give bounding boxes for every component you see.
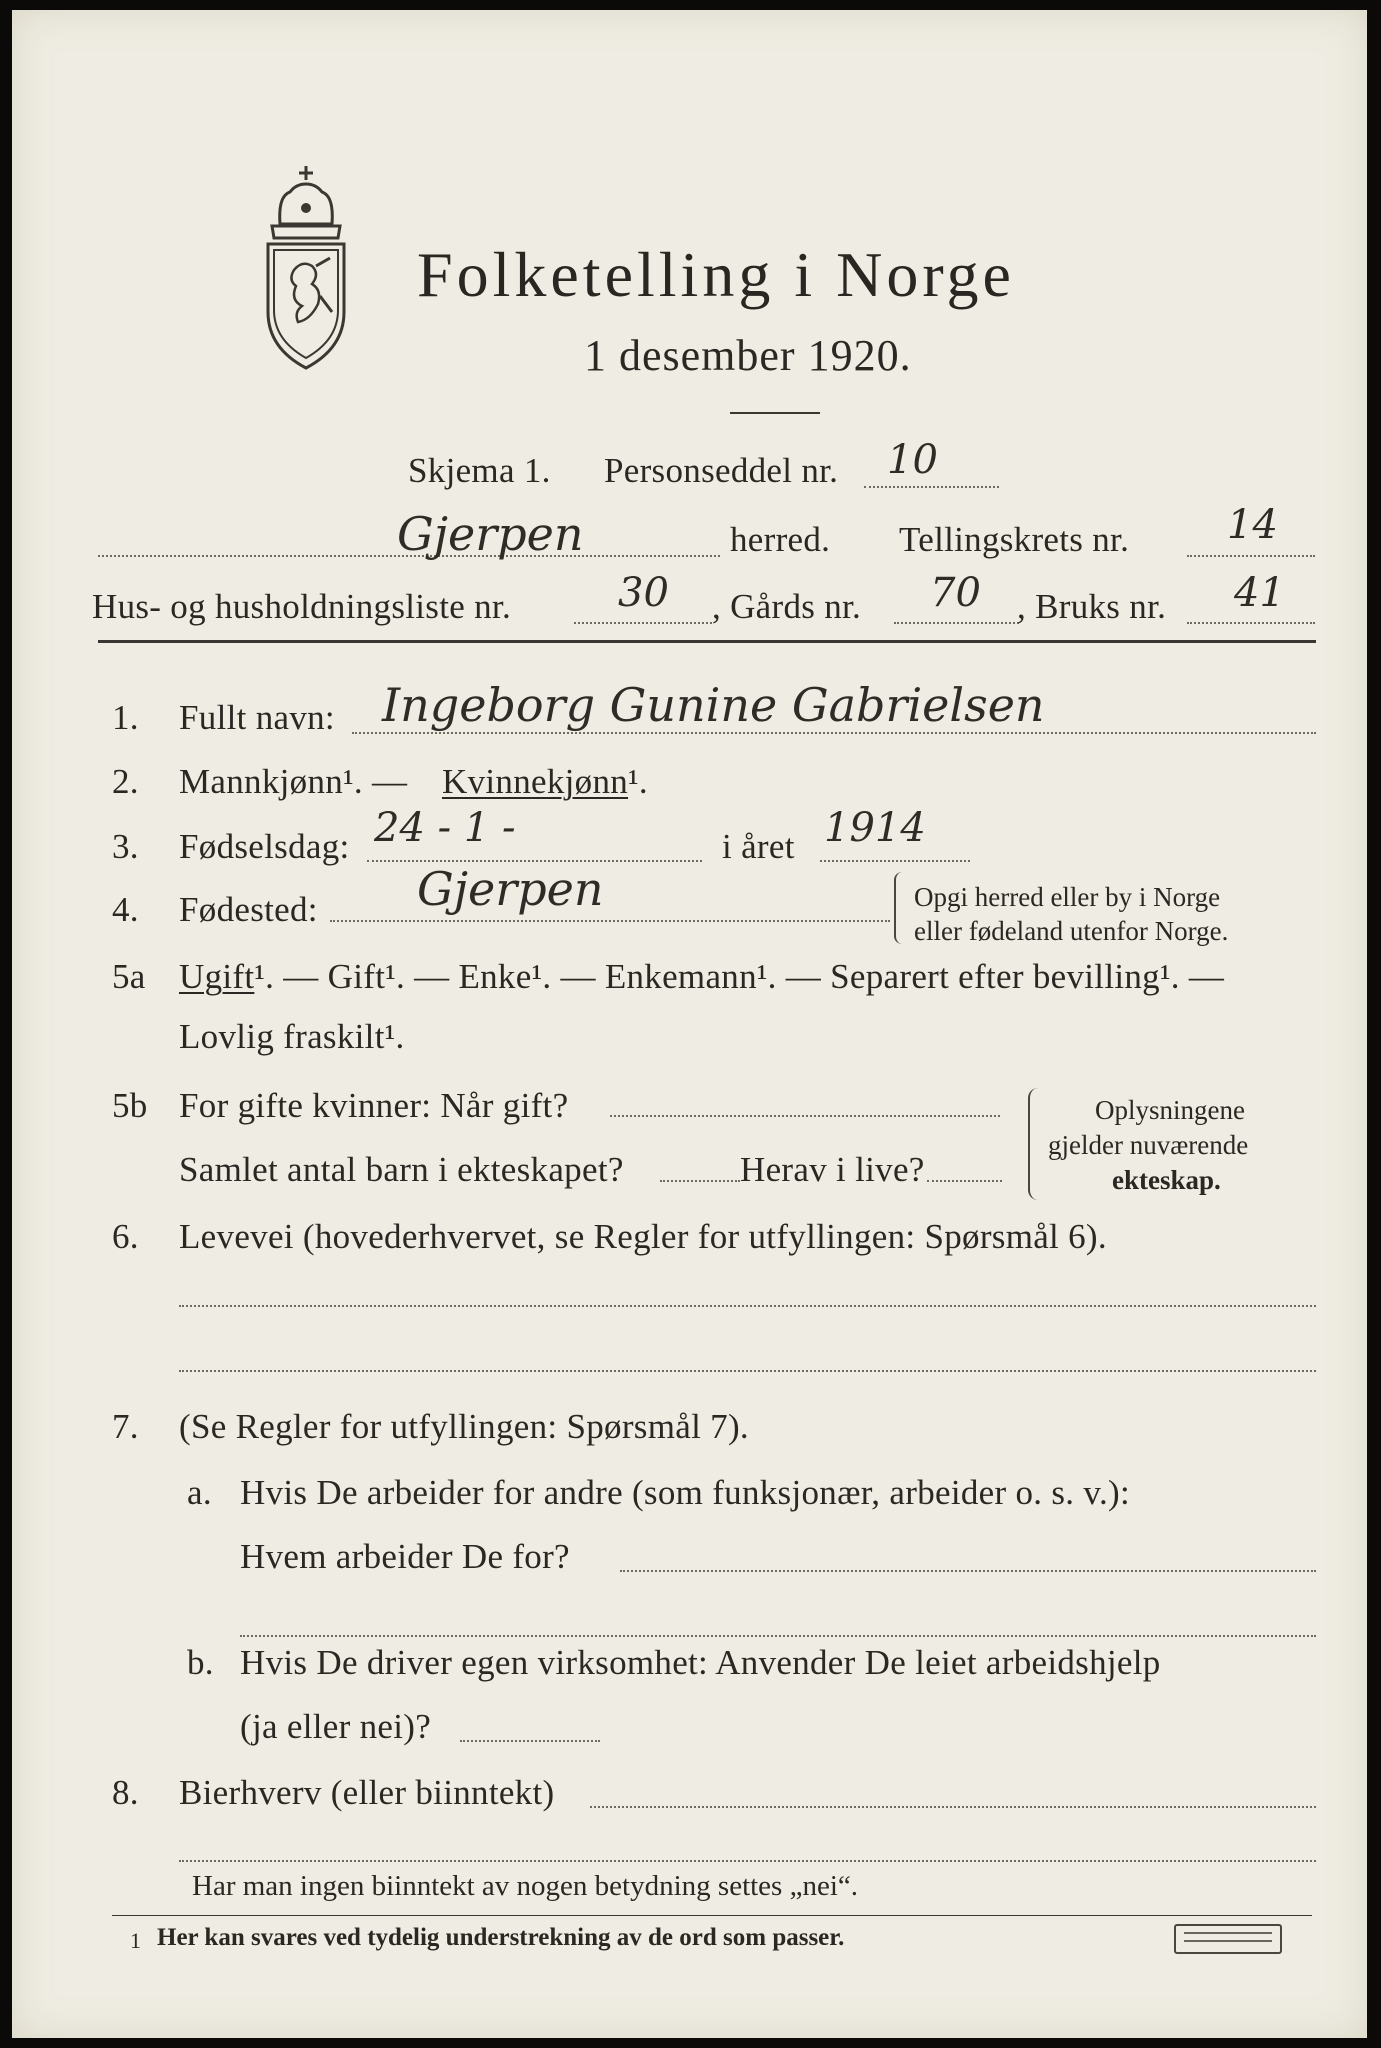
q4-label: Fødested: [179, 890, 318, 929]
q8-line1 [590, 1806, 1316, 1808]
footnote-number: 1 [130, 1928, 141, 1953]
q2-kvinnekjonn-line [442, 762, 648, 802]
q5b-note-line1: Oplysningene [1095, 1095, 1245, 1125]
tellingskrets-line [1187, 555, 1315, 557]
q7b-label: Hvis De driver egen virksomhet: Anvender De leiet arbeidshjelp [240, 1643, 1161, 1682]
q5a-line2: Lovlig fraskilt¹. [179, 1017, 405, 1056]
q3-label: Fødselsdag: [179, 827, 350, 866]
q8-line2 [179, 1860, 1316, 1862]
q7b-number: b. [187, 1643, 214, 1682]
footnote-text: Her kan svares ved tydelig understrekning av de ord som passer. [157, 1924, 845, 1951]
tellingskrets-value[interactable]: 14 [1227, 502, 1278, 548]
q2-mannkjonn: Mannkjønn¹. — [179, 762, 408, 801]
q1-value[interactable]: Ingeborg Gunine Gabrielsen [382, 678, 1045, 732]
q5b-note-line3: ekteskap. [1112, 1165, 1221, 1195]
q7a-line1 [620, 1570, 1316, 1572]
q5a-ugift[interactable]: Ugift [179, 957, 255, 996]
q5b-alive-line [927, 1180, 1002, 1182]
q3-value[interactable]: 24 - 1 - [374, 805, 516, 851]
q4-number: 4. [112, 890, 139, 929]
q3-number: 3. [112, 827, 139, 866]
q7a-number: a. [187, 1473, 212, 1512]
q2-kvinnekjonn-sup: ¹. [628, 762, 648, 801]
title-divider [730, 412, 820, 414]
q5b-note-brace [1028, 1088, 1042, 1200]
q5a-options: ¹. — Gift¹. — Enke¹. — Enkemann¹. — Separert efter bevilling¹. — [254, 957, 1225, 996]
q1-line [352, 732, 1316, 734]
q8-number: 8. [112, 1773, 139, 1812]
herred-value[interactable]: Gjerpen [397, 507, 584, 561]
q5b-label3: Herav i live? [740, 1150, 925, 1189]
biinntekt-note: Har man ingen biinntekt av nogen betydning settes „nei“. [192, 1870, 859, 1902]
q6-number: 6. [112, 1217, 139, 1256]
q4-note-line2: eller fødeland utenfor Norge. [914, 916, 1229, 946]
q5b-note-line2: gjelder nuværende [1048, 1130, 1249, 1160]
herred-label: herred. [730, 520, 831, 559]
q6-line2 [179, 1370, 1316, 1372]
gards-line [894, 622, 1019, 624]
q4-line [330, 920, 890, 922]
q5b-label1: For gifte kvinner: Når gift? [179, 1086, 569, 1125]
census-date: 1 desember 1920. [584, 331, 912, 380]
husliste-line [574, 622, 712, 624]
q5b-married-line [610, 1115, 1000, 1117]
q2-number: 2. [112, 762, 139, 801]
husliste-label: Hus- og husholdningsliste nr. [92, 587, 511, 626]
personseddel-label: Personseddel nr. [604, 451, 839, 490]
q3-year-label: i året [722, 827, 795, 866]
husliste-value[interactable]: 30 [618, 570, 669, 616]
q6-line1 [179, 1305, 1316, 1307]
footnote-separator [112, 1915, 1312, 1916]
q4-value[interactable]: Gjerpen [417, 862, 604, 916]
q7a-label2: Hvem arbeider De for? [240, 1537, 570, 1576]
q2-kvinnekjonn[interactable]: Kvinnekjønn [442, 762, 629, 801]
q7-number: 7. [112, 1407, 139, 1446]
q5b-children-line [660, 1180, 740, 1182]
form-title: Folketelling i Norge [417, 239, 1015, 310]
tellingskrets-label: Tellingskrets nr. [899, 520, 1130, 559]
bruks-value[interactable]: 41 [1234, 570, 1285, 616]
q3-year-line [820, 860, 970, 862]
q7a-line2 [240, 1635, 1316, 1637]
personseddel-line [864, 486, 999, 488]
q7a-label: Hvis De arbeider for andre (som funksjonær, arbeider o. s. v.): [240, 1473, 1130, 1512]
printer-stamp-icon [1174, 1924, 1282, 1954]
personseddel-value[interactable]: 10 [887, 437, 938, 483]
q3-year-value[interactable]: 1914 [824, 805, 926, 851]
q1-label: Fullt navn: [179, 698, 335, 737]
q4-note-line1: Opgi herred eller by i Norge [914, 882, 1221, 912]
q5b-number: 5b [112, 1086, 148, 1125]
q5b-label2: Samlet antal barn i ekteskapet? [179, 1150, 624, 1189]
q5a-line1 [179, 957, 1224, 997]
bruks-label: , Bruks nr. [1017, 587, 1167, 626]
census-form-page [12, 10, 1367, 2038]
q8-label: Bierhverv (eller biinntekt) [179, 1773, 555, 1812]
q4-note-brace [894, 872, 908, 944]
bruks-line [1187, 622, 1315, 624]
q7b-label2: (ja eller nei)? [240, 1707, 432, 1746]
skjema-label: Skjema 1. [408, 451, 551, 490]
coat-of-arms-icon [250, 162, 362, 374]
q6-label: Levevei (hovederhvervet, se Regler for utfyllingen: Spørsmål 6). [179, 1217, 1107, 1256]
q5a-number: 5a [112, 957, 146, 996]
q7-label: (Se Regler for utfyllingen: Spørsmål 7). [179, 1407, 749, 1446]
gards-label: , Gårds nr. [712, 587, 862, 626]
q1-number: 1. [112, 698, 139, 737]
gards-value[interactable]: 70 [930, 570, 981, 616]
q7b-line [460, 1740, 600, 1742]
header-separator [98, 640, 1316, 643]
